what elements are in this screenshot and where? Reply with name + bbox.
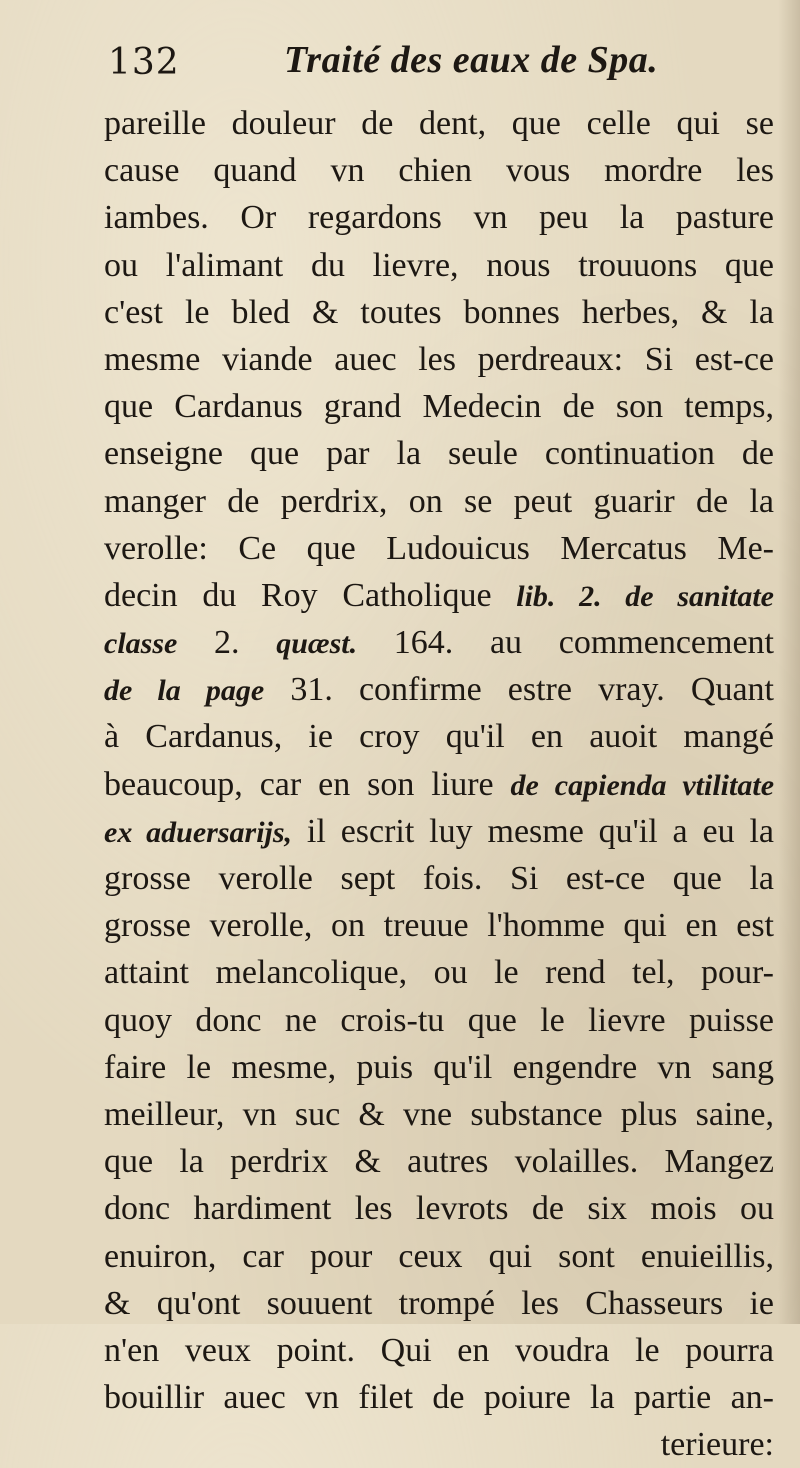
text-segment: iambes. Or regardons vn peu la pasture (104, 199, 774, 237)
text-line (104, 525, 774, 572)
text-segment: 2. (177, 624, 277, 662)
text-line (104, 147, 774, 194)
text-segment: meilleur, vn suc & vne substance plus saine, (104, 1095, 774, 1133)
text-line (104, 902, 774, 949)
text-line (104, 100, 774, 147)
text-line (104, 383, 774, 430)
text-line (104, 1138, 774, 1185)
text-line (104, 194, 774, 241)
text-line (104, 336, 774, 383)
page-number: 132 (108, 42, 180, 83)
text-segment: donc hardiment les levrots de six mois ou (104, 1190, 774, 1228)
text-line (104, 1185, 774, 1232)
text-segment: decin du Roy Catholique (104, 576, 517, 614)
text-line (104, 713, 774, 760)
text-line (104, 761, 774, 808)
text-segment: que la perdrix & autres volailles. Mangez (104, 1143, 774, 1181)
text-segment: à Cardanus, ie croy qu'il en auoit mangé (104, 718, 774, 756)
text-segment: verolle: Ce que Ludouicus Mercatus Me- (104, 529, 774, 567)
italic-segment: de capienda vtilitate (510, 768, 775, 802)
text-line (104, 666, 774, 713)
text-segment: cause quand vn chien vous mordre les (104, 152, 774, 190)
text-segment: enseigne que par la seule continuation de (104, 435, 774, 473)
text-segment: enuiron, car pour ceux qui sont enuieillis, (104, 1237, 774, 1275)
text-line (104, 1044, 774, 1091)
text-line (104, 242, 774, 289)
italic-segment: lib. 2. de sanitate (516, 579, 774, 613)
text-line (104, 1280, 774, 1327)
text-segment: pareille douleur de dent, que celle qui se (104, 105, 774, 142)
text-line (104, 808, 774, 855)
text-line (104, 1327, 774, 1374)
text-segment: 164. au commencement (357, 624, 774, 662)
text-segment: & qu'ont souuent trompé les Chasseurs ie (104, 1284, 774, 1322)
text-line (104, 1374, 774, 1421)
text-segment: il escrit luy mesme qu'il a eu la (292, 812, 775, 850)
text-segment: ou l'alimant du lievre, nous trouuons que (104, 246, 774, 284)
italic-segment: ex aduersarijs, (104, 815, 293, 849)
text-line (104, 855, 774, 902)
text-segment: 31. confirme estre vray. Quant (264, 671, 774, 709)
text-line (104, 997, 774, 1044)
text-segment: que Cardanus grand Medecin de son temps, (104, 388, 774, 426)
running-title: Traité des eaux de Spa. (284, 39, 659, 81)
text-segment: c'est le bled & toutes bonnes herbes, & la (104, 293, 774, 331)
text-line (104, 430, 774, 477)
text-line (104, 289, 774, 336)
text-segment: n'en veux point. Qui en voudra le pourra (104, 1331, 774, 1369)
text-line (104, 572, 774, 619)
page-header (108, 34, 768, 94)
text-segment: bouillir auec vn filet de poiure la partie an- (104, 1379, 774, 1417)
text-segment: attaint melancolique, ou le rend tel, pour- (104, 954, 774, 992)
text-segment: beaucoup, car en son liure (104, 765, 511, 803)
text-line (104, 1421, 774, 1468)
italic-segment: quæst. (276, 627, 358, 661)
text-segment: grosse verolle sept fois. Si est-ce que la (104, 860, 774, 897)
text-line (104, 478, 774, 525)
text-line (104, 619, 774, 666)
text-segment: terieure: (660, 1426, 774, 1464)
italic-segment: classe (104, 627, 178, 661)
text-segment: faire le mesme, puis qu'il engendre vn sang (104, 1048, 774, 1086)
text-segment: mesme viande auec les perdreaux: Si est-ce (104, 340, 774, 378)
text-segment: quoy donc ne crois-tu que le lievre puisse (104, 1001, 774, 1039)
page-edge-shadow (778, 0, 800, 1324)
italic-segment: de la page (104, 674, 265, 708)
text-line (104, 949, 774, 996)
text-line (104, 1233, 774, 1280)
text-segment: manger de perdrix, on se peut guarir de la (104, 482, 774, 520)
body-text (104, 100, 774, 1468)
text-line (104, 1091, 774, 1138)
text-segment: grosse verolle, on treuue l'homme qui en est (104, 907, 774, 945)
